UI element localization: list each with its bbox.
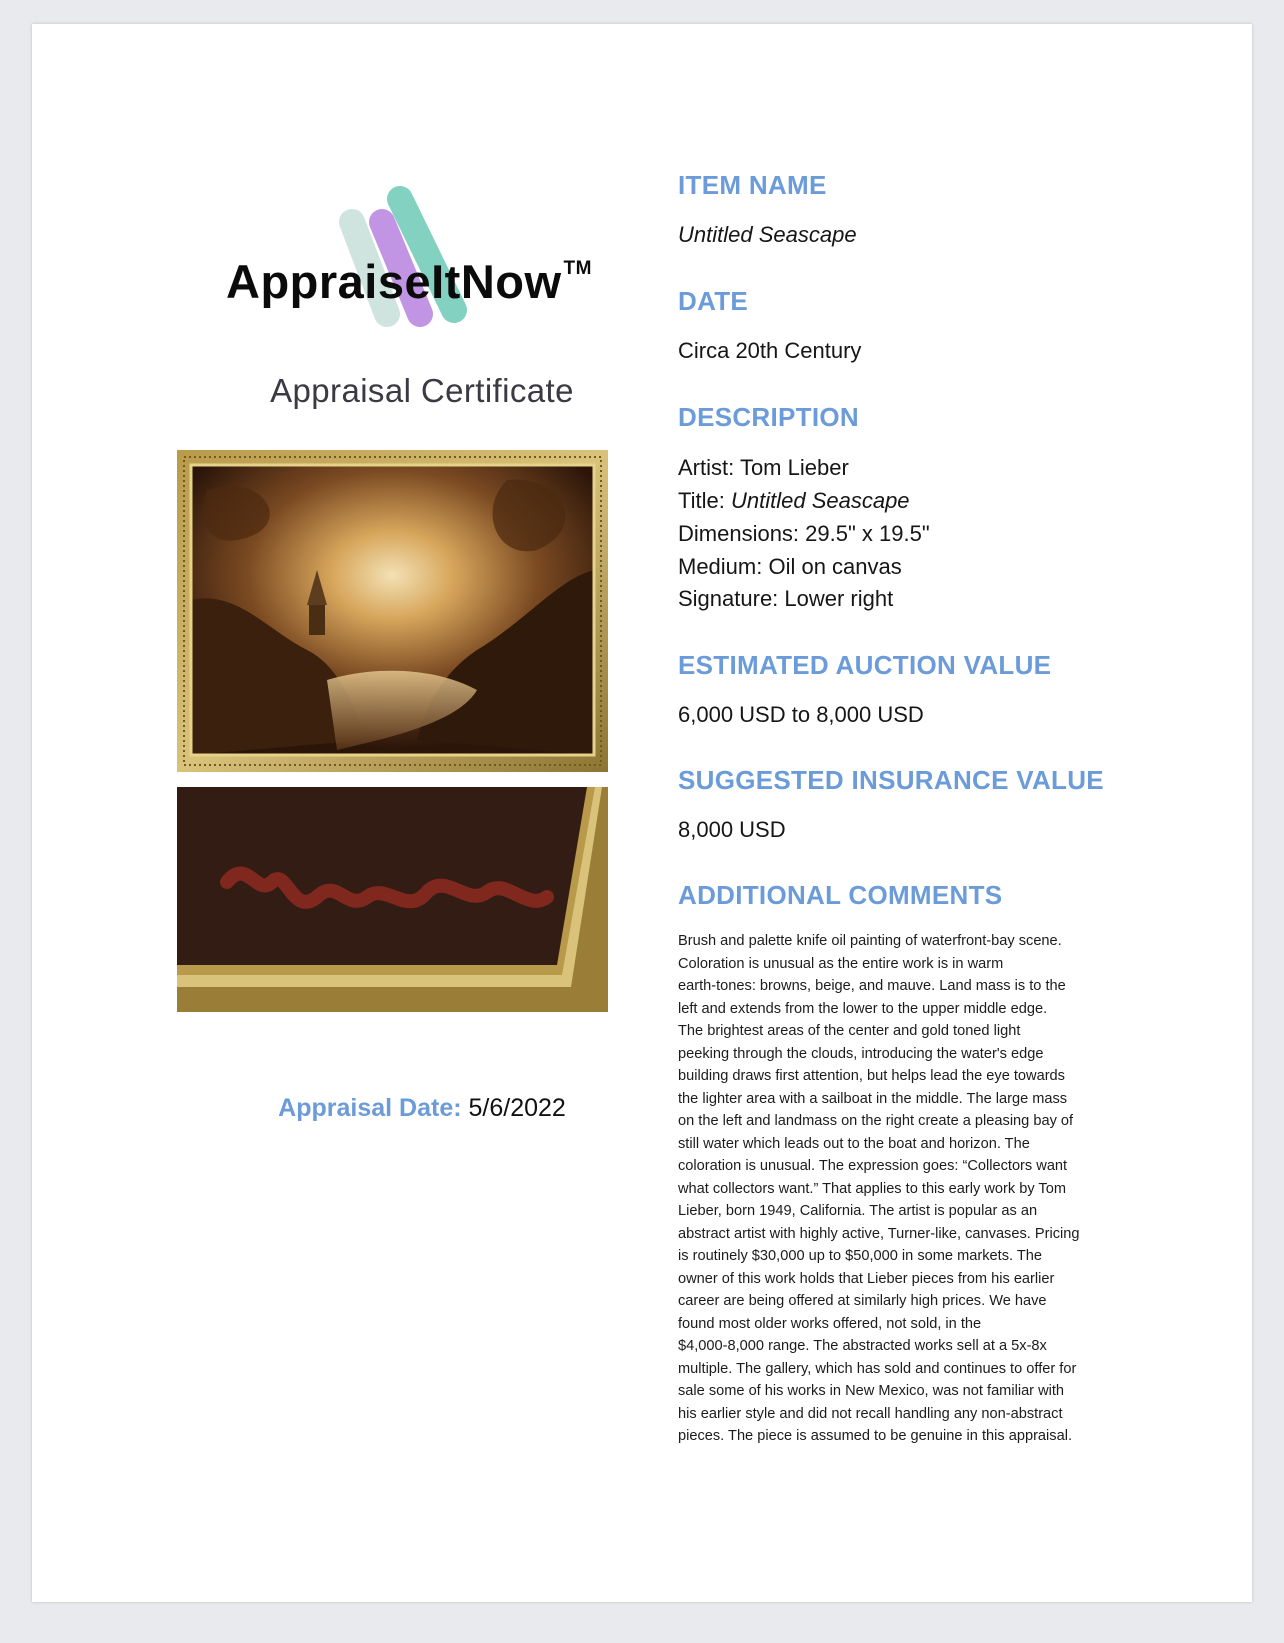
description-heading: DESCRIPTION <box>678 402 859 432</box>
appraisal-date-value: 5/6/2022 <box>468 1094 566 1122</box>
appraisal-date <box>177 1094 667 1123</box>
date-value: Circa 20th Century <box>678 338 862 363</box>
comment-line: Coloration is unusual as the entire work is in warm <box>678 955 1004 972</box>
comment-line: the lighter area with a sailboat in the middle. The large mass <box>678 1090 1068 1107</box>
item-name-value: Untitled Seascape <box>678 222 857 247</box>
comment-line: pieces. The piece is assumed to be genuine in this appraisal. <box>678 1428 1073 1444</box>
comment-line: owner of this work holds that Lieber pieces from his earlier <box>678 1270 1055 1287</box>
painting-photo <box>177 450 608 772</box>
description-dimensions: Dimensions: 29.5" x 19.5" <box>678 521 930 546</box>
comment-line: Brush and palette knife oil painting of waterfront-bay scene. <box>678 933 1062 949</box>
auction-value: 6,000 USD to 8,000 USD <box>678 702 924 727</box>
brand-logo <box>192 184 642 344</box>
brand-wordmark: AppraiseItNow ™ <box>226 255 592 308</box>
description-artist: Artist: Tom Lieber <box>678 455 849 480</box>
comment-line: still water which leads out to the boat and horizon. The <box>678 1135 1030 1152</box>
comment-line: is routinely $30,000 up to $50,000 in some markets. The <box>678 1248 1042 1264</box>
description-medium: Medium: Oil on canvas <box>678 554 902 579</box>
comment-line: career are being offered at similarly high prices. We have <box>678 1293 1047 1309</box>
comment-line: abstract artist with highly active, Turner-like, canvases. Pricing <box>678 1225 1080 1242</box>
certificate-page <box>32 24 1252 1602</box>
certificate-title: Appraisal Certificate <box>270 372 574 409</box>
comments-body <box>678 930 1118 1448</box>
comment-line: left and extends from the lower to the upper middle edge. <box>678 1000 1048 1017</box>
comments-heading: ADDITIONAL COMMENTS <box>678 880 1003 910</box>
description-signature: Signature: Lower right <box>678 586 894 611</box>
comment-line: on the left and landmass on the right create a pleasing bay of <box>678 1113 1074 1129</box>
comment-line: his earlier style and did not recall handling any non-abstract <box>678 1405 1063 1422</box>
comment-line: found most older works offered, not sold, in the <box>678 1315 982 1332</box>
comment-line: earth-tones: browns, beige, and mauve. Land mass is to the <box>678 978 1066 994</box>
signature-closeup-photo <box>177 787 608 1012</box>
insurance-value: 8,000 USD <box>678 817 786 842</box>
comment-line: coloration is unusual. The expression goes: “Collectors want <box>678 1158 1068 1174</box>
item-name-heading: ITEM NAME <box>678 170 827 200</box>
comment-line: multiple. The gallery, which has sold and continues to offer for <box>678 1360 1077 1377</box>
auction-value-heading: ESTIMATED AUCTION VALUE <box>678 650 1052 680</box>
insurance-value-heading: SUGGESTED INSURANCE VALUE <box>678 765 1104 795</box>
comment-line: Lieber, born 1949, California. The artist is popular as an <box>678 1203 1038 1219</box>
date-heading: DATE <box>678 286 749 316</box>
appraisal-date-label: Appraisal Date: <box>278 1094 462 1122</box>
comment-line: The brightest areas of the center and gold toned light <box>678 1023 1021 1039</box>
comment-line: sale some of his works in New Mexico, was not familiar with <box>678 1383 1065 1399</box>
description-title: Title: Untitled Seascape <box>678 488 910 513</box>
comment-line: $4,000-8,000 range. The abstracted works sell at a 5x-8x <box>678 1338 1047 1354</box>
comment-line: peeking through the clouds, introducing the water's edge <box>678 1045 1044 1062</box>
comment-line: building draws first attention, but helps lead the eye towards <box>678 1068 1065 1084</box>
comment-line: what collectors want.” That applies to this early work by Tom <box>678 1180 1066 1197</box>
